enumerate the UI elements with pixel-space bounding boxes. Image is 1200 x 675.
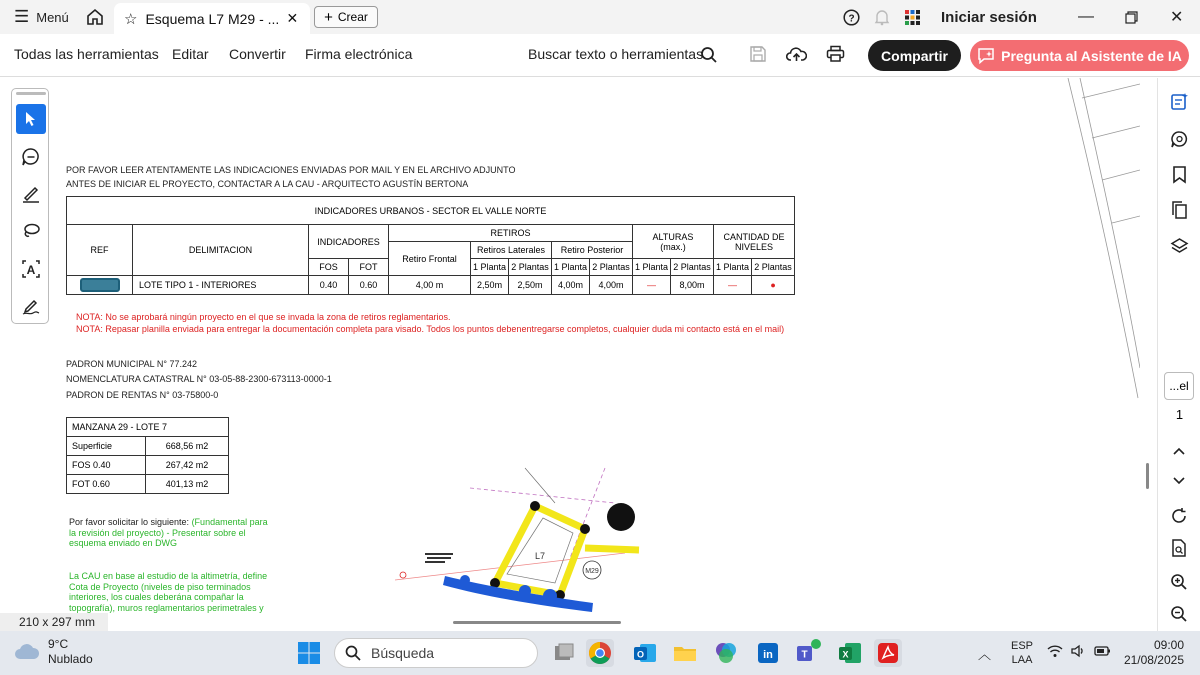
panel-drag-handle[interactable] xyxy=(16,92,46,95)
previous-page-button[interactable] xyxy=(1168,440,1190,462)
row-niv-2p: ● xyxy=(752,276,795,295)
request-green-3: esquema enviado en DWG xyxy=(69,538,178,548)
header-lat-1p: 1 Planta xyxy=(471,259,509,276)
cloud-upload-icon[interactable] xyxy=(786,45,807,63)
main-toolbar xyxy=(0,34,1200,77)
draw-tool[interactable] xyxy=(16,216,46,246)
chrome-icon xyxy=(586,639,614,667)
svg-text:T: T xyxy=(801,649,808,661)
request-green-1: (Fundamental para xyxy=(191,517,268,527)
system-tray[interactable] xyxy=(1047,644,1111,658)
clock[interactable] xyxy=(1118,638,1184,668)
note-2: NOTA: Repasar planilla enviada para entregar la documentación completa para visado. Todos los puntos debenentregarse completos, cualquier duda mi contacto está en el mail) xyxy=(76,324,785,334)
cau-line-4: topografía), muros reglamentarios perimetrales y xyxy=(69,602,264,613)
ai-assistant-label: Pregunta al Asistente de IA xyxy=(1001,47,1182,64)
header-fot: FOT xyxy=(349,259,389,276)
svg-text:O: O xyxy=(636,649,645,660)
share-button[interactable]: Compartir xyxy=(868,40,961,71)
esign-menu[interactable]: Firma electrónica xyxy=(305,46,413,62)
apps-grid-icon xyxy=(904,9,921,26)
print-icon[interactable] xyxy=(826,45,845,63)
chrome-app[interactable] xyxy=(586,639,614,667)
header-retiro-posterior: Retiro Posterior xyxy=(551,242,632,259)
m365-icon xyxy=(712,639,740,667)
star-icon[interactable]: ☆ xyxy=(124,10,138,28)
weather-desc: Nublado xyxy=(48,652,93,666)
acrobat-app[interactable] xyxy=(874,639,902,667)
document-view[interactable] xyxy=(0,78,1140,613)
notice-line-2: ANTES DE INICIAR EL PROYECTO, CONTACTAR A LA CAU - ARQUITECTO AGUSTÍN BERTONA xyxy=(66,179,469,189)
language-indicator[interactable] xyxy=(1011,639,1033,667)
chevron-down-icon xyxy=(1172,476,1186,486)
chevron-up-icon xyxy=(1172,446,1186,456)
layers-icon xyxy=(1170,237,1189,256)
row-delimitacion: LOTE TIPO 1 - INTERIORES xyxy=(133,276,309,295)
lot-row-value: 668,56 m2 xyxy=(146,437,229,456)
comment-add-icon xyxy=(21,147,41,167)
notice-line-1: POR FAVOR LEER ATENTAMENTE LAS INDICACIONES ENVIADAS POR MAIL Y EN EL ARCHIVO ADJUNTO xyxy=(66,165,516,175)
page-search-icon xyxy=(1170,539,1188,558)
document-ai-icon xyxy=(1170,92,1189,111)
urban-indicators-table xyxy=(66,196,795,295)
comment-icon xyxy=(1170,130,1189,149)
notifications-button[interactable] xyxy=(874,0,890,34)
excel-app[interactable] xyxy=(836,639,864,667)
sign-tool[interactable] xyxy=(16,291,46,321)
header-alt-1p: 1 Planta xyxy=(632,259,670,276)
select-tool[interactable] xyxy=(16,104,46,134)
clock-date: 21/08/2025 xyxy=(1123,653,1184,667)
page-label-box[interactable]: ...el xyxy=(1164,372,1194,400)
search-icon xyxy=(345,645,361,661)
weather-widget[interactable] xyxy=(14,637,93,667)
page-size-indicator: 210 x 297 mm xyxy=(0,613,108,631)
ref-color-swatch xyxy=(80,278,120,292)
save-icon[interactable] xyxy=(749,45,767,63)
block-label: M29 xyxy=(585,568,599,575)
teams-icon xyxy=(794,639,822,667)
padron-rentas: PADRON DE RENTAS N° 03-75800-0 xyxy=(66,390,219,400)
vertical-scrollbar[interactable] xyxy=(1146,463,1149,489)
wifi-icon xyxy=(1047,644,1063,658)
header-lat-2p: 2 Plantas xyxy=(509,259,552,276)
page-properties-button[interactable] xyxy=(1168,537,1190,559)
zoom-in-button[interactable] xyxy=(1168,571,1190,593)
home-icon xyxy=(86,8,104,26)
tab-title: Esquema L7 M29 - ... xyxy=(145,10,280,27)
header-post-1p: 1 Planta xyxy=(551,259,589,276)
comments-button[interactable] xyxy=(1168,128,1190,150)
svg-text:?: ? xyxy=(848,13,855,24)
header-delimitacion: DELIMITACION xyxy=(133,225,309,276)
page-number: 1 xyxy=(1175,407,1184,422)
comment-tool[interactable] xyxy=(16,142,46,172)
windows-taskbar xyxy=(0,631,1200,675)
login-button[interactable]: Iniciar sesión xyxy=(941,8,1037,26)
row-lat-2p: 2,50m xyxy=(509,276,552,295)
svg-text:A: A xyxy=(26,263,36,277)
file-explorer-app[interactable] xyxy=(671,639,699,667)
header-retiro-frontal: Retiro Frontal xyxy=(389,242,471,276)
acrobat-icon xyxy=(874,639,902,667)
row-lat-1p: 2,50m xyxy=(471,276,509,295)
create-button[interactable] xyxy=(314,6,378,28)
row-post-1p: 4,00m xyxy=(551,276,589,295)
header-niveles xyxy=(713,225,794,259)
close-window-button[interactable] xyxy=(1170,0,1183,34)
header-fos: FOS xyxy=(309,259,349,276)
excel-icon xyxy=(836,639,864,667)
apps-button[interactable] xyxy=(904,0,921,34)
header-retiros: RETIROS xyxy=(389,225,633,242)
svg-text:in: in xyxy=(763,649,773,661)
lot-row-label: FOS 0.40 xyxy=(67,456,146,475)
signature-icon xyxy=(21,296,41,316)
m365-app[interactable] xyxy=(712,639,740,667)
close-tab-icon[interactable]: ✕ xyxy=(286,10,299,26)
header-alturas-max: (max.) xyxy=(660,241,686,252)
row-fos: 0.40 xyxy=(309,276,349,295)
restore-icon xyxy=(1125,11,1138,24)
all-tools-menu[interactable]: Todas las herramientas xyxy=(14,46,159,62)
header-retiros-laterales: Retiros Laterales xyxy=(471,242,552,259)
nomenclatura-catastral: NOMENCLATURA CATASTRAL N° 03-05-88-2300-673113-0000-1 xyxy=(66,374,332,384)
lot-label: L7 xyxy=(535,551,546,561)
row-post-2p: 4,00m xyxy=(590,276,633,295)
highlight-tool[interactable] xyxy=(16,179,46,209)
row-frontal: 4,00 m xyxy=(389,276,471,295)
minimize-button[interactable] xyxy=(1078,0,1094,34)
taskbar-search[interactable] xyxy=(334,638,538,668)
refresh-icon xyxy=(1170,507,1188,525)
pages-button[interactable] xyxy=(1168,199,1190,221)
header-ref: REF xyxy=(67,225,133,276)
linkedin-icon xyxy=(754,639,782,667)
ai-summary-button[interactable] xyxy=(1168,90,1190,112)
folder-icon xyxy=(671,639,699,667)
row-ref-swatch xyxy=(67,276,133,295)
menu-label: Menú xyxy=(36,9,69,25)
table-title: INDICADORES URBANOS - SECTOR EL VALLE NORTE xyxy=(67,197,795,225)
zoom-out-button[interactable] xyxy=(1168,603,1190,625)
teams-app[interactable] xyxy=(794,639,822,667)
header-indicadores: INDICADORES xyxy=(309,225,389,259)
document-tab[interactable] xyxy=(114,3,310,34)
cau-line-3: interiores, los cuales deberána compañar la xyxy=(69,592,244,602)
header-post-2p: 2 Plantas xyxy=(590,259,633,276)
row-niv-1p: — xyxy=(713,276,751,295)
lot-table-title: MANZANA 29 - LOTE 7 xyxy=(67,418,229,437)
next-page-button[interactable] xyxy=(1168,470,1190,492)
header-niveles-2: NIVELES xyxy=(734,241,773,252)
battery-icon xyxy=(1094,644,1111,658)
home-button[interactable] xyxy=(86,0,104,34)
keyboard-layout: LAA xyxy=(1011,654,1033,666)
horizontal-scrollbar[interactable] xyxy=(453,621,621,624)
lot-row-value: 267,42 m2 xyxy=(146,456,229,475)
header-niv-2p: 2 Plantas xyxy=(752,259,795,276)
maximize-button[interactable] xyxy=(1125,0,1138,34)
right-sidebar xyxy=(1157,78,1200,631)
lot-row-label: Superficie xyxy=(67,437,146,456)
ai-chat-icon xyxy=(977,47,995,64)
lot-row-label: FOT 0.60 xyxy=(67,475,146,494)
hamburger-icon: ☰ xyxy=(14,7,30,26)
task-view-icon xyxy=(550,639,578,667)
text-box-icon xyxy=(21,259,41,279)
search-icon[interactable] xyxy=(700,46,718,64)
header-alturas-label: ALTURAS xyxy=(652,231,694,242)
cursor-icon xyxy=(24,111,38,127)
title-bar xyxy=(0,0,1200,34)
bookmarks-button[interactable] xyxy=(1168,163,1190,185)
close-icon: ✕ xyxy=(1170,9,1184,26)
cloud-icon xyxy=(14,643,40,661)
task-view-app[interactable] xyxy=(550,639,578,667)
pages-icon xyxy=(1170,201,1189,220)
outlook-icon xyxy=(631,639,659,667)
header-niveles-1: CANTIDAD DE xyxy=(723,231,785,242)
show-hidden-icons[interactable] xyxy=(978,644,991,663)
volume-icon xyxy=(1071,644,1086,658)
request-black: Por favor solicitar lo siguiente: xyxy=(69,517,192,527)
lot-table xyxy=(66,417,229,494)
weather-temp: 9°C xyxy=(48,637,69,651)
create-label: Crear xyxy=(337,10,368,24)
rotate-button[interactable] xyxy=(1168,505,1190,527)
zoom-out-icon xyxy=(1170,605,1188,623)
bookmark-icon xyxy=(1170,165,1189,184)
padron-municipal: PADRON MUNICIPAL N° 77.242 xyxy=(66,359,197,369)
lasso-icon xyxy=(21,221,41,241)
pen-icon xyxy=(21,184,41,204)
minimize-icon: — xyxy=(1078,8,1094,25)
header-niv-1p: 1 Planta xyxy=(713,259,751,276)
text-tool[interactable] xyxy=(16,254,46,284)
cau-line-2: Cota de Proyecto (niveles de piso terminados xyxy=(69,581,251,592)
language-code: ESP xyxy=(1011,640,1034,652)
help-button[interactable] xyxy=(843,0,860,34)
bell-icon xyxy=(874,9,890,26)
header-alturas xyxy=(632,225,713,259)
edit-menu[interactable]: Editar xyxy=(172,46,209,62)
chevron-up-icon: ︿ xyxy=(978,647,992,662)
ai-assistant-button[interactable] xyxy=(970,40,1189,71)
layers-button[interactable] xyxy=(1168,235,1190,257)
plus-icon: + xyxy=(324,8,333,26)
row-fot: 0.60 xyxy=(349,276,389,295)
header-alt-2p: 2 Plantas xyxy=(671,259,714,276)
search-tools[interactable]: Buscar texto o herramientas xyxy=(528,46,704,62)
site-plan-drawing xyxy=(395,463,655,613)
windows-logo-icon xyxy=(297,641,321,665)
row-alt-1p: — xyxy=(632,276,670,295)
note-1: NOTA: No se aprobará ningún proyecto en el que se invada la zona de retiros reglamentarios. xyxy=(76,312,451,322)
svg-text:X: X xyxy=(842,649,849,660)
convert-menu[interactable]: Convertir xyxy=(229,46,286,62)
menu-button[interactable] xyxy=(14,0,69,34)
request-text xyxy=(69,517,268,549)
zoom-in-icon xyxy=(1170,573,1188,591)
search-placeholder: Búsqueda xyxy=(371,645,435,661)
outlook-app[interactable] xyxy=(631,639,659,667)
cau-text xyxy=(69,571,267,613)
site-plan-edge-lines xyxy=(1060,78,1140,408)
clock-time: 09:00 xyxy=(1153,638,1184,652)
row-alt-2p: 8,00m xyxy=(671,276,714,295)
annotation-tool-panel xyxy=(11,88,49,324)
cau-line-1: La CAU en base al estudio de la altimetría, define xyxy=(69,571,268,581)
help-icon xyxy=(843,9,860,26)
lot-row-value: 401,13 m2 xyxy=(146,475,229,494)
request-green-2: la revisión del proyecto) - Presentar sobre el xyxy=(69,527,246,538)
start-button[interactable] xyxy=(297,641,321,670)
linkedin-app[interactable] xyxy=(754,639,782,667)
